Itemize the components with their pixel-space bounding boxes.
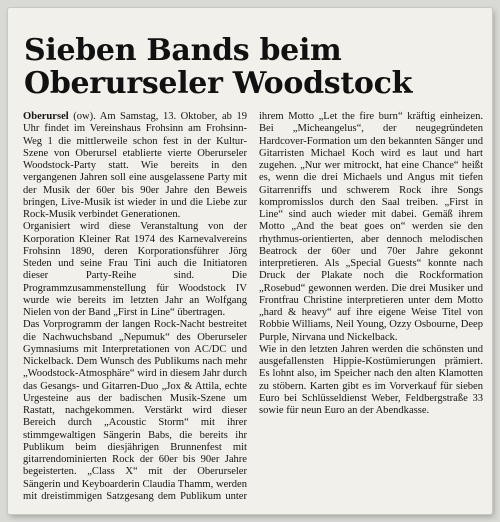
paragraph-4: Wie in den letzten Jahren werden die schönsten und ausgefallensten Hippie-Kostümierungen prämiert. Es lohnt also, im Speicher nach den alten Klamotten zu stöbern. Karten gibt es im Vorverkauf für sieben Euro bei Schlüsseldienst Weber, Feldbergstraße 33 sowie für neun Euro an der Abendkasse. — [259, 343, 483, 416]
paragraph-3: Das Vorprogramm der langen Rock-Nacht bestreitet die Nachwuchsband „Nepumuk“ des Oberurseler Gymnasiums mit Interpretationen von AC/DC und Nickelback. Dem Wunsch des Publikums nach mehr „Woodstock-Atmosphäre“ wird in diesem Jahr durch das Gesangs- und Gitarren-Duo „Jox & Attila, echte Urgesteine aus der badischen Musik-Szene um Rastatt, nachgekommen. Verstärkt wird dieser Bereich durch „Acoustic Storm“ mit ihrer stimmgewaltigen Sängerin Babs, die bereits ihr Publikum beim diesjährigen Brunnenfest mit gitarrendominierten Rock der 60er bis 90er Jahre begeisterten. „Class X“ mit der Oberurseler Sängerin und Keyboarderin Claudia Thamm, werden mit dreistimmigen Satzgesang dem Publikum unter ihrem Motto „Let the fire burn“ kräftig einheizen. Bei „Micheangelus“, der neugegründeten Hardcover-Formation um den bekannten Sänger und Gitarristen Michael Koch wird es laut und hart zugehen. „Nur wer mitrockt, hat eine Chance“ heißt es, wenn die drei Michaels und Angus mit tiefen Gitarrenriffs und schwerem Rock ihre Songs kompromisslos durch den Saal treiben. „First in Line“ sind auch wieder mit dabei. Gemäß ihrem Motto „And the beat goes on“ werden sie den rhythmus-orientierten, aber dennoch melodischen Beatrock der 60er und 70er Jahre gekonnt interpretieren. Als „Special Guests“ konnte nach Druck der Plakate noch die Rockformation „Rosebud“ gewonnen werden. Die drei Musiker und Frontfrau Christine interpretieren unter dem Motto „hard & heavy“ auf ihre eigene Weise Titel von Robbie Williams, Neil Young, Ozzy Osbourne, Deep Purple, Nirvana und Nickelback. — [23, 111, 483, 502]
dateline: Oberursel — [23, 111, 69, 122]
paragraph-1 — [23, 111, 247, 221]
newspaper-clipping — [8, 8, 492, 514]
headline: Sieben Bands beim Oberurseler Woodstock — [24, 33, 413, 101]
paragraph-1-text: (ow). Am Samstag, 13. Oktober, ab 19 Uhr findet im Vereinshaus Frohsinn am Frohsinn-Weg 1 die mittlerweile schon fest in der Kultur-Szene von Oberursel etablierte vierte Oberurseler Woodstock-Party statt. Wie bereits in den vergangenen Jahren soll eine ausgelassene Party mit der Musik der 60er bis 90er Jahre den Beweis bringen, Live-Musik ist wieder in und die Liebe zur Rock-Musik verbindet Generationen. — [23, 111, 247, 220]
article-body — [23, 111, 483, 509]
paragraph-2: Organisiert wird diese Veranstaltung von der Korporation Kleiner Rat 1974 des Karnevalvereins Frohsinn 1890, deren Korporationsführer Jörg Steden und seine Frau Tini auch die Initiatoren dieser Party-Reihe sind. Die Programmzusammenstellung für Woodstock IV wurde wie bereits im letzten Jahr an Wolfgang Nielen von der Band „First in Line“ übertragen. — [23, 221, 247, 318]
